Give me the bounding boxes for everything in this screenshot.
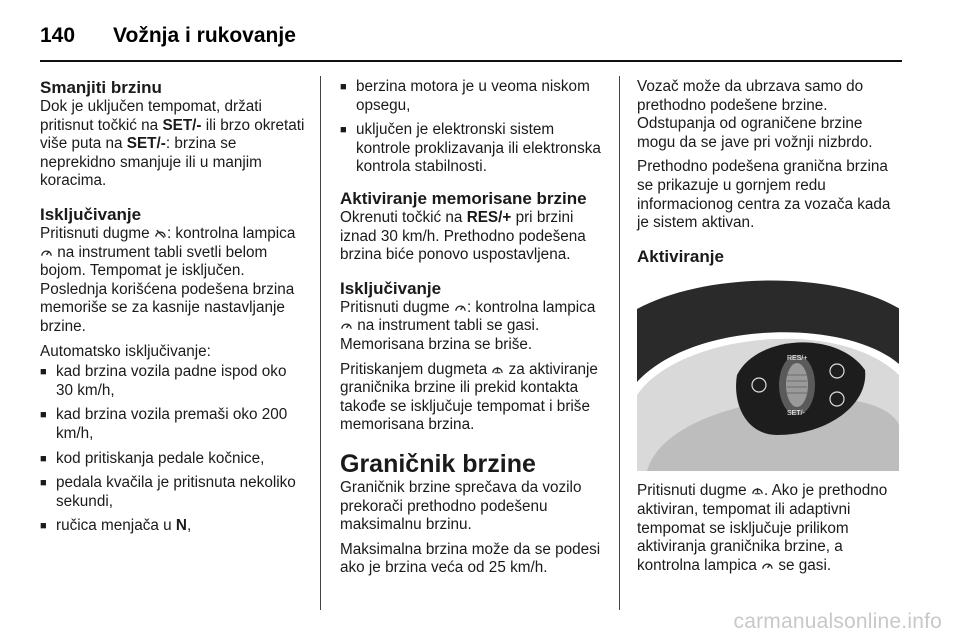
column-divider xyxy=(320,76,321,610)
list-item: ■ kad brzina vozila premaši oko 200 km/h, xyxy=(40,406,306,443)
gear-neutral-label: N xyxy=(175,517,187,535)
text: Pritisnuti dugme xyxy=(40,224,154,242)
list-item: ■ pedala kvačila je pritisnuta nekoliko sekundi, xyxy=(40,474,306,511)
text: Pritisnuti dugme xyxy=(637,482,751,500)
text: ručica menjača u xyxy=(56,517,176,535)
heading-switch-off: Isključivanje xyxy=(40,204,142,224)
set-label: SET/- xyxy=(126,135,166,153)
set-label: SET/- xyxy=(162,116,202,134)
res-label: RES/+ xyxy=(466,208,512,226)
column-middle xyxy=(340,78,606,578)
paragraph-switch-off xyxy=(40,225,306,337)
list-item: ■ kod pritiskanja pedale kočnice, xyxy=(40,450,306,469)
paragraph-switch-off xyxy=(340,299,606,355)
text: na instrument tabli svetli belom bojom. Tempomat je isključen. Poslednja korišćena podešena brzina memoriše se za kasnije nastavljanje brzine. xyxy=(40,243,295,335)
text: Pritisnuti dugme xyxy=(340,298,454,316)
page-header xyxy=(40,16,920,56)
heading-switch-off: Isključivanje xyxy=(340,278,442,298)
paragraph-limiter-max: Maksimalna brzina može da se podesi ako je brzina veća od 25 km/h. xyxy=(340,540,601,577)
list-item: ■ uključen je elektronski sistem kontrole proklizavanja ili elektronska kontrola stabilnosti. xyxy=(340,121,606,177)
paragraph-resume-speed xyxy=(340,209,606,265)
cruise-lamp-icon xyxy=(454,302,467,313)
column-right xyxy=(637,78,903,575)
text: Okrenuti točkić na xyxy=(340,208,467,226)
page-number: 140 xyxy=(40,24,76,47)
speed-limiter-icon xyxy=(491,364,504,375)
paragraph-reduce-speed xyxy=(40,98,306,191)
heading-activate: Aktiviranje xyxy=(637,246,724,266)
paragraph-downhill: Vozač može da ubrzava samo do prethodno podešene brzine. Odstupanja od ograničene brzine mogu da se jave pri vožnji nizbrdo. xyxy=(637,78,873,151)
column-left xyxy=(40,78,306,542)
text: : kontrolna lampica xyxy=(466,298,596,316)
cruise-lamp-icon xyxy=(340,320,353,331)
chapter-title: Vožnja i rukovanje xyxy=(113,24,296,47)
text: na instrument tabli se gasi. Memorisana brzina se briše. xyxy=(340,317,540,353)
column-divider xyxy=(619,76,620,610)
steering-wheel-controls-figure xyxy=(637,275,899,471)
watermark: carmanualsonline.info xyxy=(733,610,942,633)
auto-off-list-continued xyxy=(340,78,606,177)
list-item: ■ berzina motora je u veoma niskom opsegu, xyxy=(340,78,606,115)
text: , xyxy=(186,517,192,535)
heading-reduce-speed: Smanjiti brzinu xyxy=(40,78,162,97)
heading-speed-limiter: Graničnik brzine xyxy=(340,449,536,478)
paragraph-limiter-press xyxy=(340,361,606,435)
text: za aktiviranje graničnika brzine ili prekid kontakta takođe se isključuje tempomat i briše memorisana brzina. xyxy=(340,360,598,434)
paragraph-limiter-desc: Graničnik brzine sprečava da vozilo prekorači prethodno podešenu maksimalnu brzinu. xyxy=(340,478,582,534)
text: : brzina se neprekidno smanjuje ili u manjim koracima. xyxy=(40,135,262,190)
cruise-off-icon xyxy=(154,228,167,239)
paragraph-activate xyxy=(637,482,903,575)
text: pri brzini iznad 30 km/h. Prethodno podešena brzina biće ponovo uspostavljena. xyxy=(340,208,586,264)
fig-res-label: RES/+ xyxy=(787,354,808,362)
text: ili brzo okretati više puta na xyxy=(40,116,305,153)
text: Dok je uključen tempomat, držati pritisnut točkić na xyxy=(40,98,262,134)
text: . Ako je prethodno aktiviran, tempomat ili adaptivni tempomat se isključuje prilikom aktiviranja graničnika brzine, a kontrolna lampica xyxy=(637,482,888,574)
paragraph-display: Prethodno podešena granična brzina se prikazuje u gornjem redu informacionog centra za vozača kada je sistem aktivan. xyxy=(637,158,891,232)
text: Pritiskanjem dugmeta xyxy=(340,360,492,378)
heading-resume-speed: Aktiviranje memorisane brzine xyxy=(340,188,587,208)
paragraph-auto-off: Automatsko isključivanje: xyxy=(40,342,211,360)
fig-set-label: SET/- xyxy=(787,409,805,417)
list-item: ■ kad brzina vozila padne ispod oko 30 km/h, xyxy=(40,363,306,400)
text: : kontrolna lampica xyxy=(166,224,296,242)
text: se gasi. xyxy=(774,556,832,574)
header-rule xyxy=(40,60,902,62)
auto-off-list xyxy=(40,363,306,536)
list-item xyxy=(40,517,306,536)
cruise-lamp-icon xyxy=(761,560,774,571)
speed-limiter-icon xyxy=(751,485,764,496)
cruise-lamp-icon xyxy=(40,247,53,258)
